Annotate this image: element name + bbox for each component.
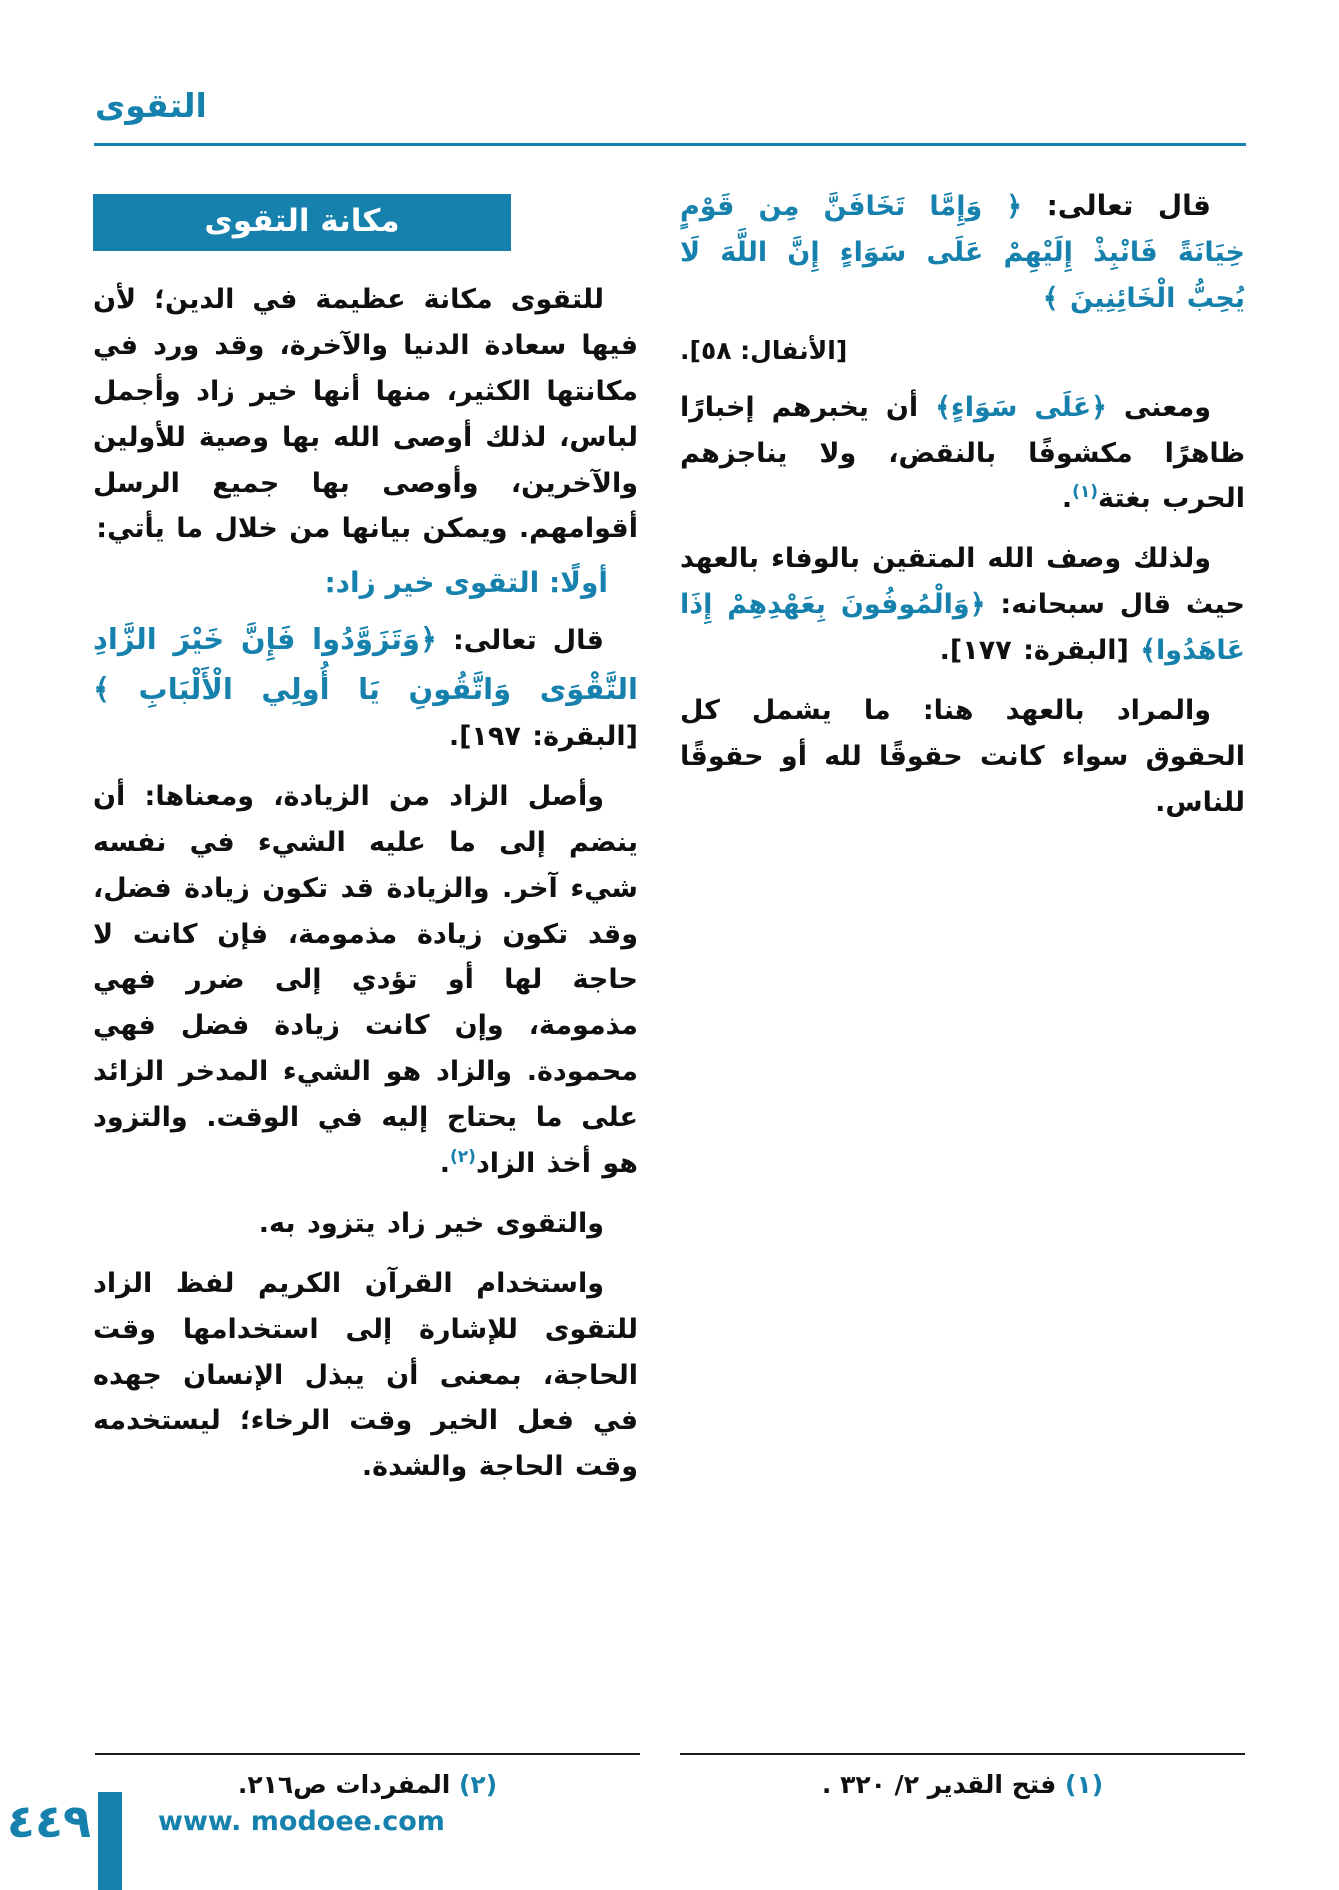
paragraph-meaning (680, 385, 1245, 523)
text-segment: ومعنى (1106, 391, 1211, 423)
paragraph-verse-baqara (93, 615, 638, 759)
text-segment: . (439, 1147, 450, 1179)
paragraph-murad: والمراد بالعهد هنا: ما يشمل كل الحقوق سواء كانت حقوقًا لله أو حقوقًا للناس. (680, 695, 1245, 818)
section-heading: مكانة التقوى (204, 203, 400, 239)
quran-text-mufun: ﴿وَالْمُوفُونَ بِعَهْدِهِمْ إِذَا عَاهَدُوا﴾ (680, 589, 1245, 667)
footnote-marker-2: (٢) (449, 1146, 476, 1167)
content-columns (93, 168, 1245, 1504)
quran-text-tazawwadu: ﴿وَتَزَوَّدُوا فَإِنَّ خَيْرَ الزَّادِ التَّقْوَى وَاتَّقُونِ يَا أُولِي الْأَلْبَابِ ﴾ (93, 622, 638, 706)
verse-intro-label: قال تعالى: (1022, 189, 1211, 222)
paragraph-short: والتقوى خير زاد يتزود به. (258, 1207, 604, 1239)
text-segment: أن يخبرهم إخبارًا ظاهرًا مكشوفًا بالنقض، ولا يناجزهم الحرب بغتة (680, 391, 1245, 515)
footnote-separator-right (680, 1753, 1245, 1755)
footnote-1-number: (١) (1065, 1770, 1104, 1799)
subheading-first: أولًا: التقوى خير زاد: (324, 566, 608, 600)
footer-accent-bar (98, 1792, 122, 1890)
quran-text-sawa: ﴿عَلَى سَوَاءٍ﴾ (935, 391, 1107, 423)
page-number: ٤٤٩ (6, 1794, 92, 1848)
verse-reference-baqara-197: [البقرة: ١٩٧]. (448, 720, 638, 752)
paragraph-verse-anfal (680, 182, 1245, 322)
verse-intro-label: قال تعالى: (436, 625, 604, 657)
paragraph-wafa (680, 536, 1245, 674)
text-segment: . (1061, 483, 1073, 515)
paragraph-intro: للتقوى مكانة عظيمة في الدين؛ لأن فيها سعادة الدنيا والآخرة، وقد ورد في مكانتها الكثير، منها أنها خير زاد وأجمل لباس، لذلك أوصى الله بها وصية للأولين والآخرين، وأوصى بها جميع الرسل أقوامهم. ويمكن بيانها من خلال ما يأتي: (93, 284, 638, 545)
footnote-separator-left (95, 1753, 640, 1755)
footnote-1-text: فتح القدير ٢/ ٣٢٠ . (821, 1770, 1065, 1799)
text-segment: ولذلك وصف الله المتقين بالوفاء بالعهد حيث قال سبحانه: (680, 543, 1245, 621)
header-divider (94, 143, 1246, 146)
left-column (93, 168, 638, 1504)
text-segment: وأصل الزاد من الزيادة، ومعناها: أن ينضم إلى ما عليه الشيء في نفسه شيء آخر. والزيادة قد تكون زيادة فضل، وقد تكون زيادة مذمومة، فإن كانت لا حاجة لها أو تؤدي إلى ضرر فهي مذمومة، وإن كانت زيادة فضل فهي محمودة. والزاد هو الشيء المدخر الزائد على ما يحتاج إليه في الوقت. والتزود هو أخذ الزاد (93, 780, 638, 1179)
verse-reference-anfal: [الأنفال: ٥٨]. (680, 335, 848, 365)
right-column (680, 168, 1245, 840)
footnote-marker-1: (١) (1072, 482, 1099, 503)
website-url: www. modoee.com (158, 1806, 445, 1837)
verse-reference-baqara-177: [البقرة: ١٧٧]. (939, 635, 1141, 667)
page-title: التقوى (95, 86, 207, 125)
quran-text-anfal: ﴿ وَإِمَّا تَخَافَنَّ مِن قَوْمٍ خِيَانَةً فَانْبِذْ إِلَيْهِمْ عَلَى سَوَاءٍ إِنَّ اللَّهَ لَا يُحِبُّ الْخَائِنِينَ ﴾ (680, 191, 1245, 314)
footnote-1 (680, 1770, 1245, 1799)
section-heading-box (93, 194, 511, 251)
footnote-2-number: (٢) (458, 1770, 498, 1799)
paragraph-zad (93, 774, 638, 1187)
footnote-2 (95, 1770, 640, 1799)
footnote-2-text: المفردات ص٢١٦. (237, 1770, 459, 1799)
paragraph-usage: واستخدام القرآن الكريم لفظ الزاد للتقوى للإشارة إلى استخدامها وقت الحاجة، بمعنى أن يبذل الإنسان جهده في فعل الخير وقت الرخاء؛ ليستخدمه وقت الحاجة والشدة. (93, 1267, 638, 1483)
